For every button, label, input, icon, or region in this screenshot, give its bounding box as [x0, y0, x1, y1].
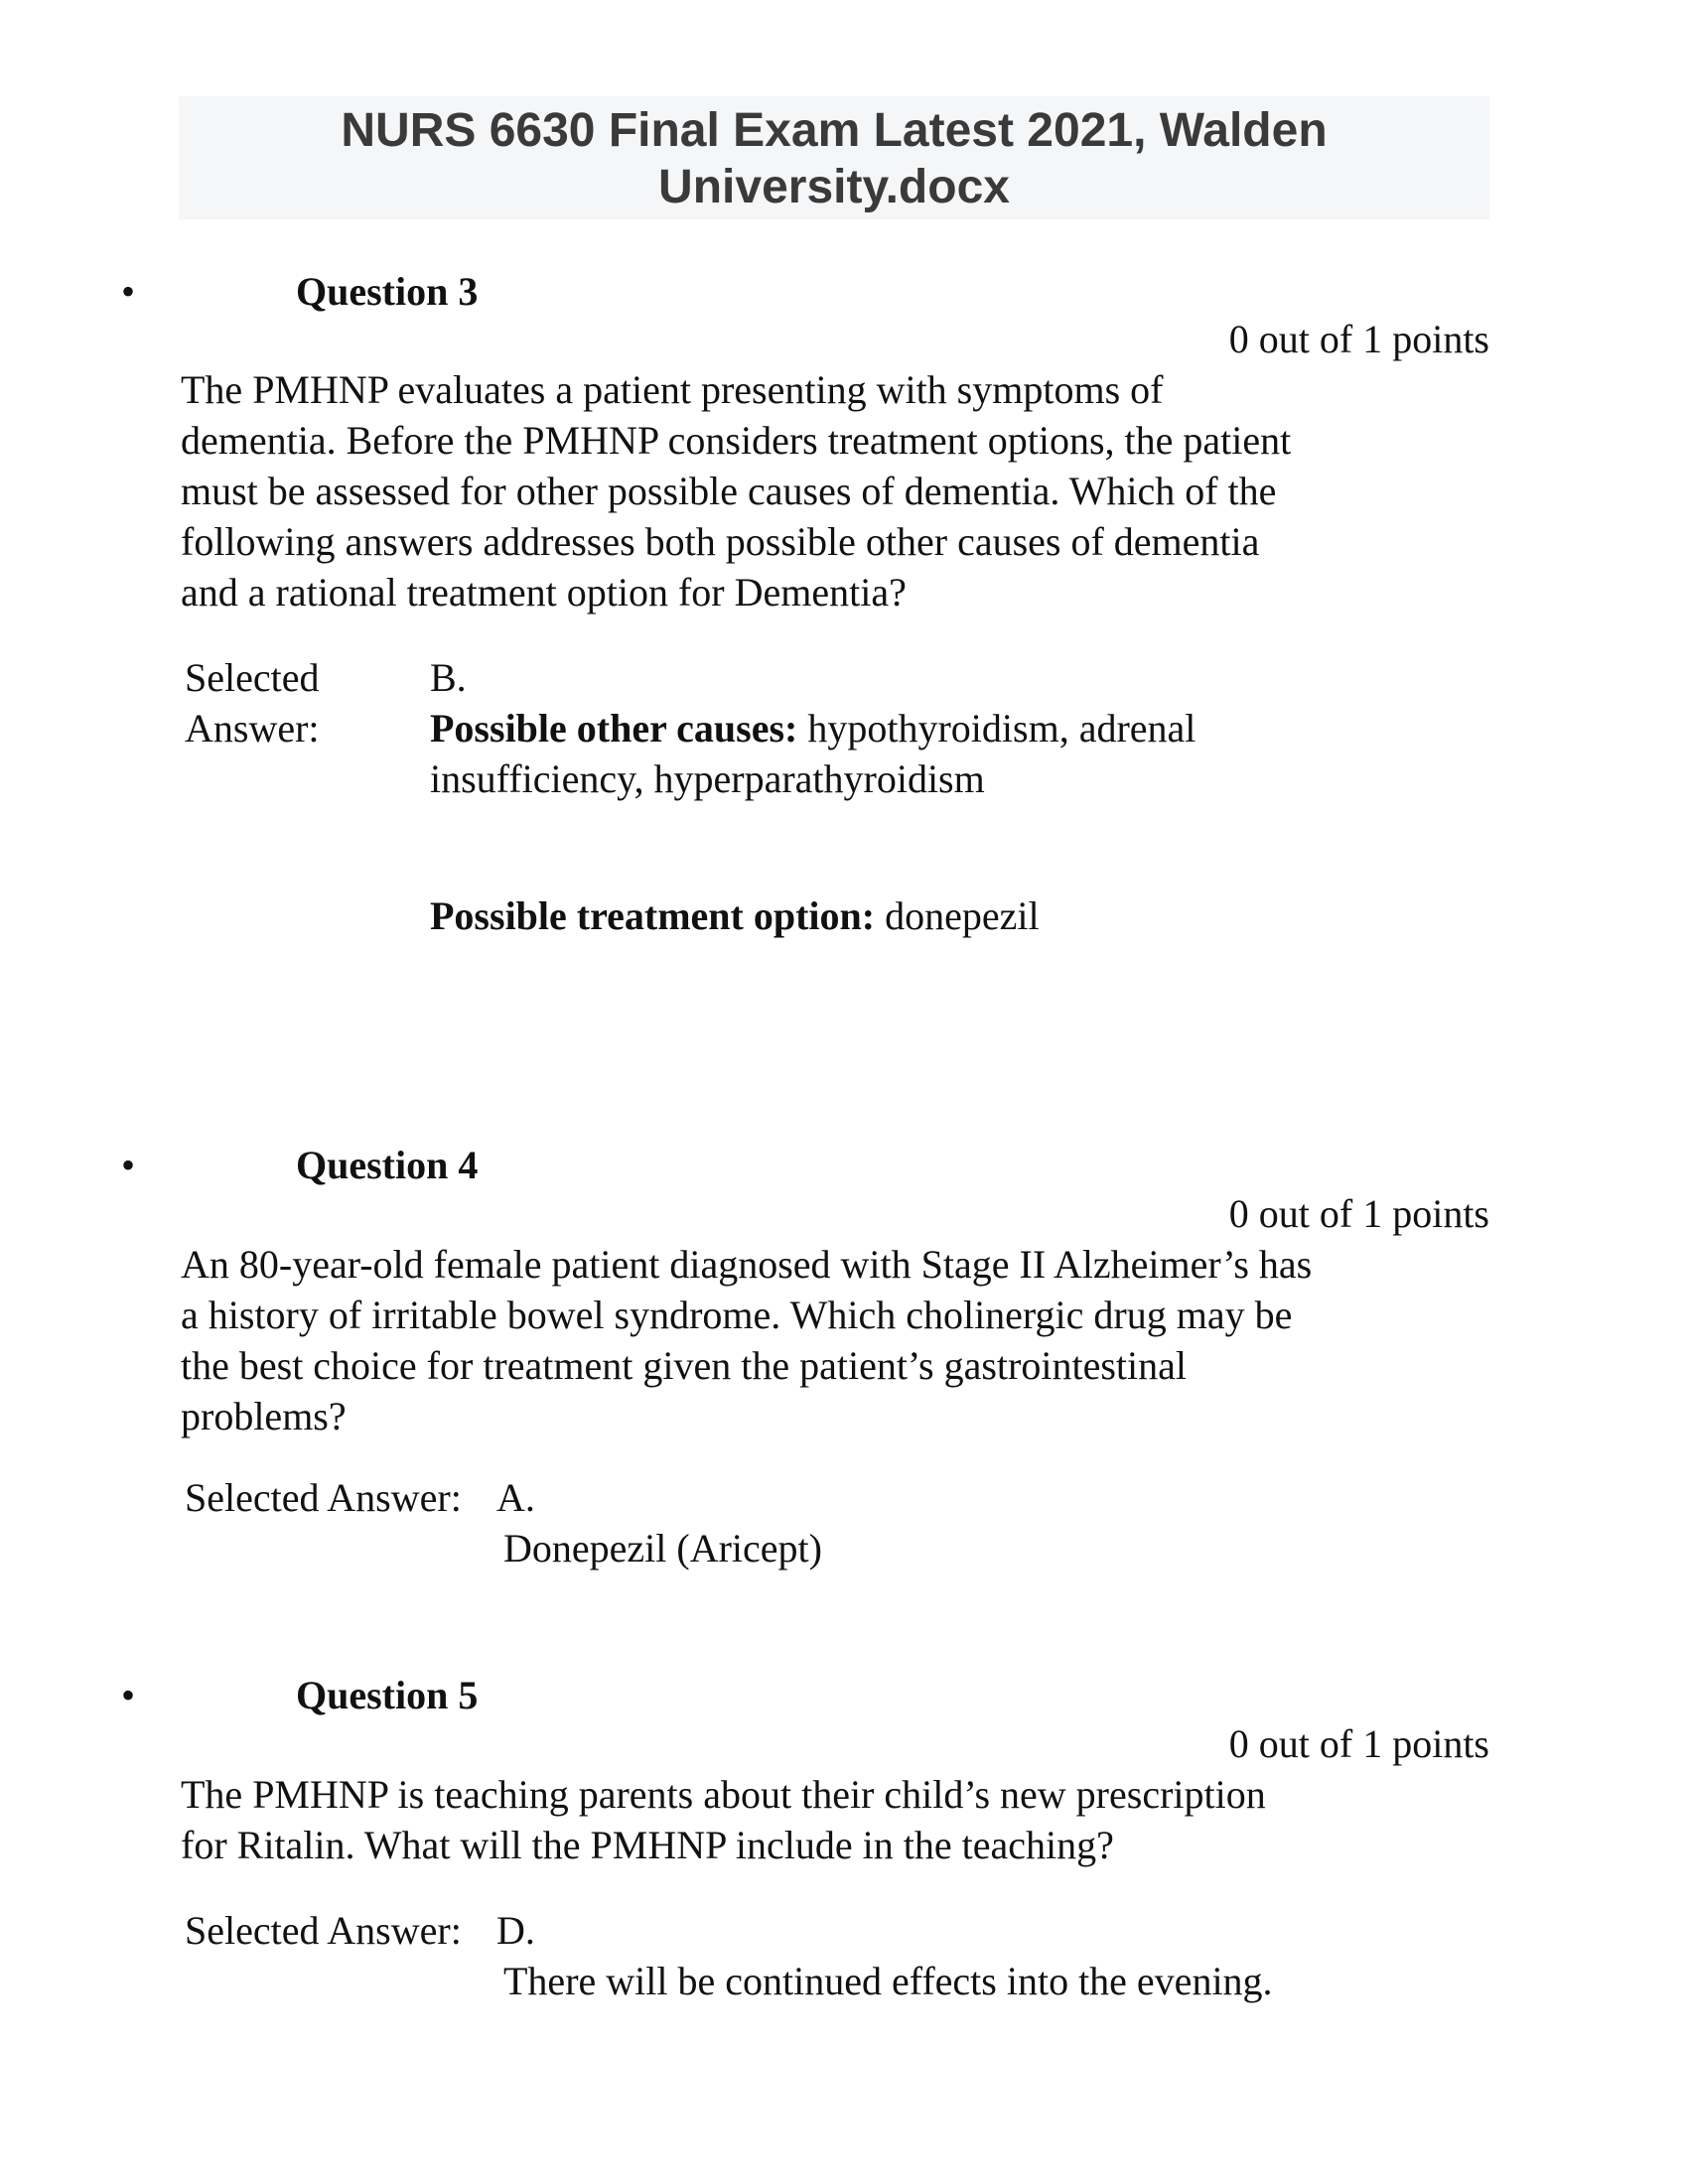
question-header: Question 5	[296, 1673, 479, 1717]
question-text-line: must be assessed for other possible causes of dementia. Which of the	[181, 469, 1277, 513]
document-title	[179, 96, 1489, 219]
treatment-label: Possible treatment option:	[430, 893, 876, 938]
answer-text: There will be continued effects into the evening.	[503, 1959, 1273, 2003]
question-text	[181, 1239, 1312, 1441]
selected-answer	[430, 652, 1196, 804]
selected-answer-label: Selected Answer:	[185, 1475, 462, 1520]
question-text-line: The PMHNP evaluates a patient presenting with symptoms of	[181, 367, 1164, 412]
answer-text: Donepezil (Aricept)	[503, 1526, 822, 1570]
causes-value: hypothyroidism, adrenal	[797, 706, 1196, 751]
document-title-line-2: University.docx	[658, 161, 1010, 213]
answer-causes	[430, 703, 1196, 753]
document-title-line-1: NURS 6630 Final Exam Latest 2021, Walden	[341, 104, 1328, 157]
question-text-line: following answers addresses both possible other causes of dementia	[181, 519, 1260, 564]
answer-treatment	[430, 890, 1040, 941]
answer-letter: B.	[430, 655, 467, 700]
answer-causes-continued: insufficiency, hyperparathyroidism	[430, 756, 985, 801]
question-text-line: dementia. Before the PMHNP considers treatment options, the patient	[181, 418, 1292, 463]
causes-label: Possible other causes:	[430, 706, 798, 751]
selected-answer-label: Selected Answer:	[185, 1908, 462, 1953]
question-points: 0 out of 1 points	[1228, 317, 1489, 361]
answer-letter: A.	[496, 1475, 535, 1520]
question-text-line: a history of irritable bowel syndrome. Which cholinergic drug may be	[181, 1293, 1293, 1337]
question-header: Question 3	[296, 269, 479, 314]
selected-label-line: Answer:	[185, 706, 320, 751]
question-text-line: problems?	[181, 1394, 347, 1438]
answer-letter: D.	[496, 1908, 535, 1953]
bullet: •	[121, 1143, 136, 1187]
question-text-line: the best choice for treatment given the patient’s gastrointestinal	[181, 1343, 1188, 1388]
question-text	[181, 1769, 1266, 1870]
question-points: 0 out of 1 points	[1228, 1721, 1489, 1766]
bullet: •	[121, 269, 136, 314]
bullet: •	[121, 1673, 136, 1717]
selected-label-line: Selected	[185, 655, 320, 700]
selected-answer-label	[185, 652, 320, 753]
question-header: Question 4	[296, 1143, 479, 1187]
question-text-line: and a rational treatment option for Dementia?	[181, 570, 907, 614]
question-points: 0 out of 1 points	[1228, 1191, 1489, 1236]
question-text-line: The PMHNP is teaching parents about their child’s new prescription	[181, 1772, 1266, 1817]
treatment-value: donepezil	[875, 893, 1040, 938]
question-text	[181, 364, 1291, 617]
question-text-line: An 80-year-old female patient diagnosed with Stage II Alzheimer’s has	[181, 1242, 1313, 1287]
question-text-line: for Ritalin. What will the PMHNP include in the teaching?	[181, 1823, 1114, 1867]
